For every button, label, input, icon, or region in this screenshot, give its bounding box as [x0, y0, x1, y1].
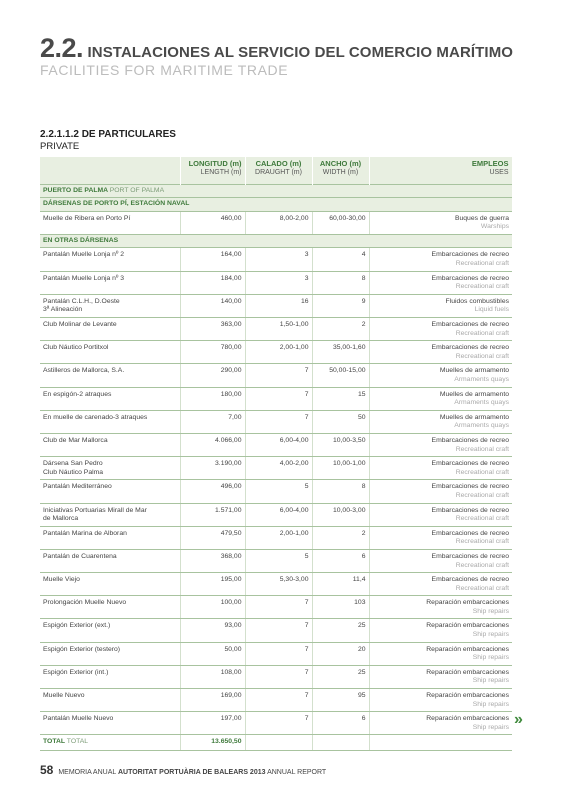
cell-draught: 7	[245, 689, 312, 712]
table-row	[40, 503, 512, 526]
cell-length: 180,00	[180, 387, 245, 410]
cell-length: 3.190,00	[180, 457, 245, 480]
page-number: 58	[40, 763, 54, 777]
port-group-row	[40, 184, 512, 198]
header-draught	[245, 157, 312, 184]
next-page-arrow-icon: »	[514, 711, 520, 728]
cell-width: 35,00-1,60	[312, 341, 369, 364]
cell-use	[369, 596, 512, 619]
cell-name: Iniciativas Portuarias Mirall de Mar de Mallorca	[40, 503, 180, 526]
table-row	[40, 689, 512, 712]
cell-draught: 7	[245, 665, 312, 688]
cell-name: Prolongación Muelle Nuevo	[40, 596, 180, 619]
subsection-title: 2.2.1.1.2 DE PARTICULARES	[40, 129, 176, 140]
subsection-subtitle: PRIVATE	[40, 141, 80, 152]
table-row	[40, 248, 512, 271]
table-row	[40, 410, 512, 433]
cell-use-en: Ship repairs	[472, 677, 509, 685]
cell-draught: 2,00-1,00	[245, 526, 312, 549]
cell-width: 50	[312, 410, 369, 433]
cell-use-en: Armaments quays	[454, 422, 509, 430]
cell-draught: 7	[245, 410, 312, 433]
cell-width: 11,4	[312, 573, 369, 596]
cell-name: En muelle de carenado-3 atraques	[40, 410, 180, 433]
cell-name: En espigón-2 atraques	[40, 387, 180, 410]
table-row	[40, 642, 512, 665]
cell-use	[369, 689, 512, 712]
cell-use-es: Reparación embarcaciones	[426, 692, 509, 700]
group2-row	[40, 234, 512, 248]
cell-use-es: Buques de guerra	[454, 214, 509, 222]
cell-name: Club de Mar Mallorca	[40, 433, 180, 456]
port-label-en: PORT OF PALMA	[109, 186, 165, 194]
table-row	[40, 526, 512, 549]
cell-length: 164,00	[180, 248, 245, 271]
table-row	[40, 364, 512, 387]
section-subtitle: FACILITIES FOR MARITIME TRADE	[40, 62, 289, 78]
cell-width: 2	[312, 526, 369, 549]
cell-use-es: Embarcaciones de recreo	[431, 251, 509, 259]
cell-length: 197,00	[180, 712, 245, 735]
table-row	[40, 294, 512, 317]
header-width	[312, 157, 369, 184]
cell-use-es: Embarcaciones de recreo	[431, 344, 509, 352]
header-uses-en: USES	[489, 168, 509, 176]
cell-use	[369, 341, 512, 364]
cell-width: 6	[312, 712, 369, 735]
cell-use-en: Ship repairs	[472, 700, 509, 708]
cell-width: 60,00-30,00	[312, 211, 369, 234]
total-row	[40, 735, 512, 751]
cell-use-en: Recreational craft	[455, 584, 509, 592]
table-header	[40, 157, 512, 184]
cell-width: 25	[312, 665, 369, 688]
facilities-table	[40, 157, 513, 751]
cell-use-en: Recreational craft	[455, 283, 509, 291]
cell-use-es: Fluidos combustibles	[445, 297, 509, 305]
cell-use-es: Reparación embarcaciones	[426, 645, 509, 653]
total-blank-draught	[245, 735, 312, 751]
cell-draught: 5,30-3,00	[245, 573, 312, 596]
cell-length: 290,00	[180, 364, 245, 387]
cell-use-en: Liquid fuels	[474, 306, 509, 314]
cell-use-es: Embarcaciones de recreo	[431, 274, 509, 282]
total-blank-width	[312, 735, 369, 751]
cell-use	[369, 549, 512, 572]
cell-use-en: Armaments quays	[454, 399, 509, 407]
cell-use	[369, 642, 512, 665]
cell-length: 169,00	[180, 689, 245, 712]
cell-draught: 7	[245, 712, 312, 735]
cell-use	[369, 619, 512, 642]
cell-use-es: Embarcaciones de recreo	[431, 436, 509, 444]
header-draught-es: CALADO (m)	[255, 159, 302, 168]
cell-use-en: Recreational craft	[455, 352, 509, 360]
cell-width: 103	[312, 596, 369, 619]
cell-name: Dársena San Pedro Club Náutico Palma	[40, 457, 180, 480]
cell-draught: 2,00-1,00	[245, 341, 312, 364]
cell-draught: 6,00-4,00	[245, 503, 312, 526]
cell-use	[369, 248, 512, 271]
total-label-en: TOTAL	[66, 738, 89, 746]
cell-use-es: Reparación embarcaciones	[426, 622, 509, 630]
header-width-es: ANCHO (m)	[319, 159, 362, 168]
cell-name: Club Náutico Portitxol	[40, 341, 180, 364]
table-row	[40, 211, 512, 234]
cell-length: 780,00	[180, 341, 245, 364]
cell-name: Pantalán C.L.H., D.Oeste 3ª Alineación	[40, 294, 180, 317]
cell-use	[369, 294, 512, 317]
cell-width: 95	[312, 689, 369, 712]
cell-name: Espigón Exterior (ext.)	[40, 619, 180, 642]
table-row	[40, 573, 512, 596]
cell-width: 15	[312, 387, 369, 410]
header-uses	[369, 157, 512, 184]
cell-use-es: Embarcaciones de recreo	[431, 321, 509, 329]
cell-length: 195,00	[180, 573, 245, 596]
port-group-cell	[40, 184, 512, 198]
cell-use-es: Muelles de armamento	[439, 367, 509, 375]
cell-use	[369, 387, 512, 410]
cell-name: Pantalán Mediterráneo	[40, 480, 180, 503]
port-label: PUERTO DE PALMA	[43, 186, 108, 194]
footer-text-1: MEMORIA ANUAL	[58, 769, 117, 776]
cell-length: 363,00	[180, 318, 245, 341]
header-width-en: WIDTH (m)	[322, 168, 359, 176]
cell-use	[369, 665, 512, 688]
cell-length: 50,00	[180, 642, 245, 665]
cell-use-en: Recreational craft	[455, 491, 509, 499]
cell-draught: 7	[245, 387, 312, 410]
cell-width: 9	[312, 294, 369, 317]
cell-name: Muelle Viejo	[40, 573, 180, 596]
header-name-blank	[40, 157, 180, 184]
cell-draught: 7	[245, 364, 312, 387]
cell-width: 2	[312, 318, 369, 341]
cell-use-en: Warships	[480, 223, 509, 231]
cell-use	[369, 573, 512, 596]
cell-use-es: Reparación embarcaciones	[426, 668, 509, 676]
cell-draught: 4,00-2,00	[245, 457, 312, 480]
cell-use-en: Armaments quays	[454, 376, 509, 383]
subsection-header	[40, 129, 176, 152]
cell-use	[369, 410, 512, 433]
cell-use-es: Embarcaciones de recreo	[431, 529, 509, 537]
cell-length: 4.066,00	[180, 433, 245, 456]
cell-name: Pantalán Muelle Nuevo	[40, 712, 180, 735]
table-row	[40, 619, 512, 642]
table-row	[40, 387, 512, 410]
cell-use-en: Recreational craft	[455, 515, 509, 523]
cell-width: 10,00-1,00	[312, 457, 369, 480]
cell-use-en: Recreational craft	[455, 561, 509, 569]
cell-width: 4	[312, 248, 369, 271]
cell-name: Pantalán de Cuarentena	[40, 549, 180, 572]
cell-use-en: Recreational craft	[455, 260, 509, 268]
section-title: INSTALACIONES AL SERVICIO DEL COMERCIO MARÍTIMO	[87, 44, 514, 61]
table-row	[40, 457, 512, 480]
cell-length: 108,00	[180, 665, 245, 688]
cell-name: Muelle Nuevo	[40, 689, 180, 712]
cell-length: 93,00	[180, 619, 245, 642]
table-row	[40, 665, 512, 688]
cell-use-en: Recreational craft	[455, 329, 509, 337]
cell-use-es: Embarcaciones de recreo	[431, 483, 509, 491]
cell-draught: 6,00-4,00	[245, 433, 312, 456]
header-length-en: LENGTH (m)	[200, 168, 242, 176]
cell-use-es: Reparación embarcaciones	[426, 715, 509, 723]
cell-length: 140,00	[180, 294, 245, 317]
footer-text-2: AUTORITAT PORTUÀRIA DE BALEARS 2013	[117, 769, 266, 776]
cell-name: Pantalán Muelle Lonja nº 2	[40, 248, 180, 271]
cell-draught: 7	[245, 596, 312, 619]
cell-draught: 16	[245, 294, 312, 317]
cell-length: 1.571,00	[180, 503, 245, 526]
cell-width: 10,00-3,50	[312, 433, 369, 456]
cell-use	[369, 211, 512, 234]
cell-width: 6	[312, 549, 369, 572]
cell-draught: 3	[245, 248, 312, 271]
footer-text-3: ANNUAL REPORT	[267, 769, 327, 776]
cell-use	[369, 712, 512, 735]
cell-use-es: Embarcaciones de recreo	[431, 552, 509, 560]
cell-width: 20	[312, 642, 369, 665]
cell-use-en: Recreational craft	[455, 468, 509, 476]
cell-use	[369, 364, 512, 387]
cell-length: 368,00	[180, 549, 245, 572]
page-footer	[40, 763, 326, 777]
cell-name: Pantalán Marina de Alboran	[40, 526, 180, 549]
cell-use-es: Embarcaciones de recreo	[431, 576, 509, 584]
cell-use-en: Ship repairs	[472, 723, 509, 731]
header-length-es: LONGITUD (m)	[188, 159, 242, 168]
table-row	[40, 480, 512, 503]
cell-name: Pantalán Muelle Lonja nº 3	[40, 271, 180, 294]
cell-use-es: Embarcaciones de recreo	[431, 460, 509, 468]
cell-length: 7,00	[180, 410, 245, 433]
header-uses-es: EMPLEOS	[471, 159, 509, 168]
cell-use-en: Ship repairs	[472, 607, 509, 615]
cell-use-en: Ship repairs	[472, 654, 509, 662]
cell-length: 184,00	[180, 271, 245, 294]
cell-length: 496,00	[180, 480, 245, 503]
cell-use	[369, 526, 512, 549]
header-length	[180, 157, 245, 184]
table-row	[40, 271, 512, 294]
cell-draught: 1,50-1,00	[245, 318, 312, 341]
cell-use-en: Recreational craft	[455, 538, 509, 546]
total-length: 13.650,50	[180, 735, 245, 751]
total-label-cell	[40, 735, 180, 751]
cell-length: 100,00	[180, 596, 245, 619]
table-row	[40, 433, 512, 456]
cell-use	[369, 271, 512, 294]
table-row	[40, 318, 512, 341]
cell-use-en: Ship repairs	[472, 631, 509, 639]
total-label: TOTAL	[43, 738, 65, 746]
table-row	[40, 549, 512, 572]
cell-use-es: Muelles de armamento	[439, 390, 509, 398]
cell-width: 10,00-3,00	[312, 503, 369, 526]
cell-use	[369, 480, 512, 503]
cell-use	[369, 457, 512, 480]
table-row	[40, 341, 512, 364]
cell-draught: 3	[245, 271, 312, 294]
cell-width: 50,00-15,00	[312, 364, 369, 387]
cell-name: Espigón Exterior (testero)	[40, 642, 180, 665]
cell-name: Astilleros de Mallorca, S.A.	[40, 364, 180, 387]
section-number: 2.2.	[40, 33, 84, 63]
section-header	[40, 33, 540, 78]
cell-use-en: Recreational craft	[455, 445, 509, 453]
cell-length: 460,00	[180, 211, 245, 234]
cell-name: Espigón Exterior (int.)	[40, 665, 180, 688]
cell-length: 479,50	[180, 526, 245, 549]
cell-use-es: Embarcaciones de recreo	[431, 506, 509, 514]
cell-use-es: Reparación embarcaciones	[426, 599, 509, 607]
cell-draught: 5	[245, 549, 312, 572]
cell-width: 25	[312, 619, 369, 642]
group1-label: DÁRSENAS DE PORTO PÍ, ESTACIÓN NAVAL	[40, 198, 512, 212]
cell-use	[369, 433, 512, 456]
cell-name: Muelle de Ribera en Porto Pí	[40, 211, 180, 234]
cell-draught: 7	[245, 642, 312, 665]
table-row	[40, 712, 512, 735]
cell-use-es: Muelles de armamento	[439, 413, 509, 421]
cell-width: 8	[312, 480, 369, 503]
table-row	[40, 596, 512, 619]
cell-draught: 8,00-2,00	[245, 211, 312, 234]
cell-width: 8	[312, 271, 369, 294]
cell-draught: 7	[245, 619, 312, 642]
total-blank-uses	[369, 735, 512, 751]
cell-draught: 5	[245, 480, 312, 503]
cell-name: Club Molinar de Levante	[40, 318, 180, 341]
table-body	[40, 184, 512, 751]
cell-use	[369, 318, 512, 341]
section-heading	[40, 33, 540, 64]
group1-row	[40, 198, 512, 212]
cell-use	[369, 503, 512, 526]
header-draught-en: DRAUGHT (m)	[255, 168, 302, 176]
group2-label: EN OTRAS DÁRSENAS	[40, 234, 512, 248]
